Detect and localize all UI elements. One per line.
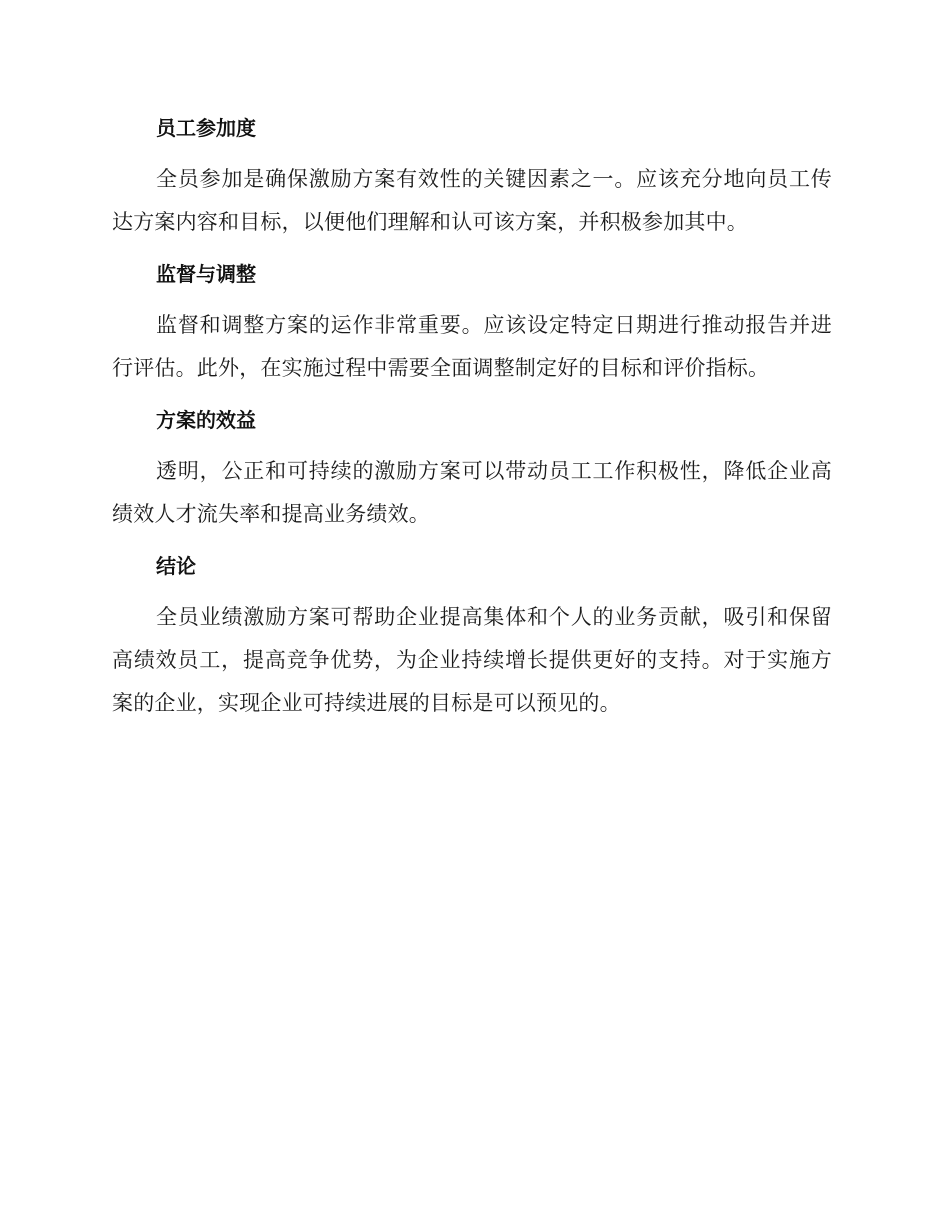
- section-heading: 监督与调整: [156, 262, 256, 286]
- section-plan-benefits: [112, 400, 832, 536]
- section-conclusion: [112, 546, 832, 725]
- section-supervision-adjustment: [112, 254, 832, 390]
- document-content: [112, 108, 832, 735]
- section-heading: 结论: [156, 554, 196, 578]
- section-employee-participation: [112, 108, 832, 244]
- section-paragraph: 监督和调整方案的运作非常重要。应该设定特定日期进行推动报告并进行评估。此外，在实施过程中需要全面调整制定好的目标和评价指标。: [112, 313, 832, 380]
- section-heading: 员工参加度: [156, 116, 256, 140]
- section-heading: 方案的效益: [156, 408, 256, 432]
- section-paragraph: 全员参加是确保激励方案有效性的关键因素之一。应该充分地向员工传达方案内容和目标，以便他们理解和认可该方案，并积极参加其中。: [112, 167, 832, 234]
- section-paragraph: 透明，公正和可持续的激励方案可以带动员工工作积极性，降低企业高绩效人才流失率和提高业务绩效。: [112, 459, 832, 526]
- section-paragraph: 全员业绩激励方案可帮助企业提高集体和个人的业务贡献，吸引和保留高绩效员工，提高竞争优势，为企业持续增长提供更好的支持。对于实施方案的企业，实现企业可持续进展的目标是可以预见的。: [112, 605, 832, 715]
